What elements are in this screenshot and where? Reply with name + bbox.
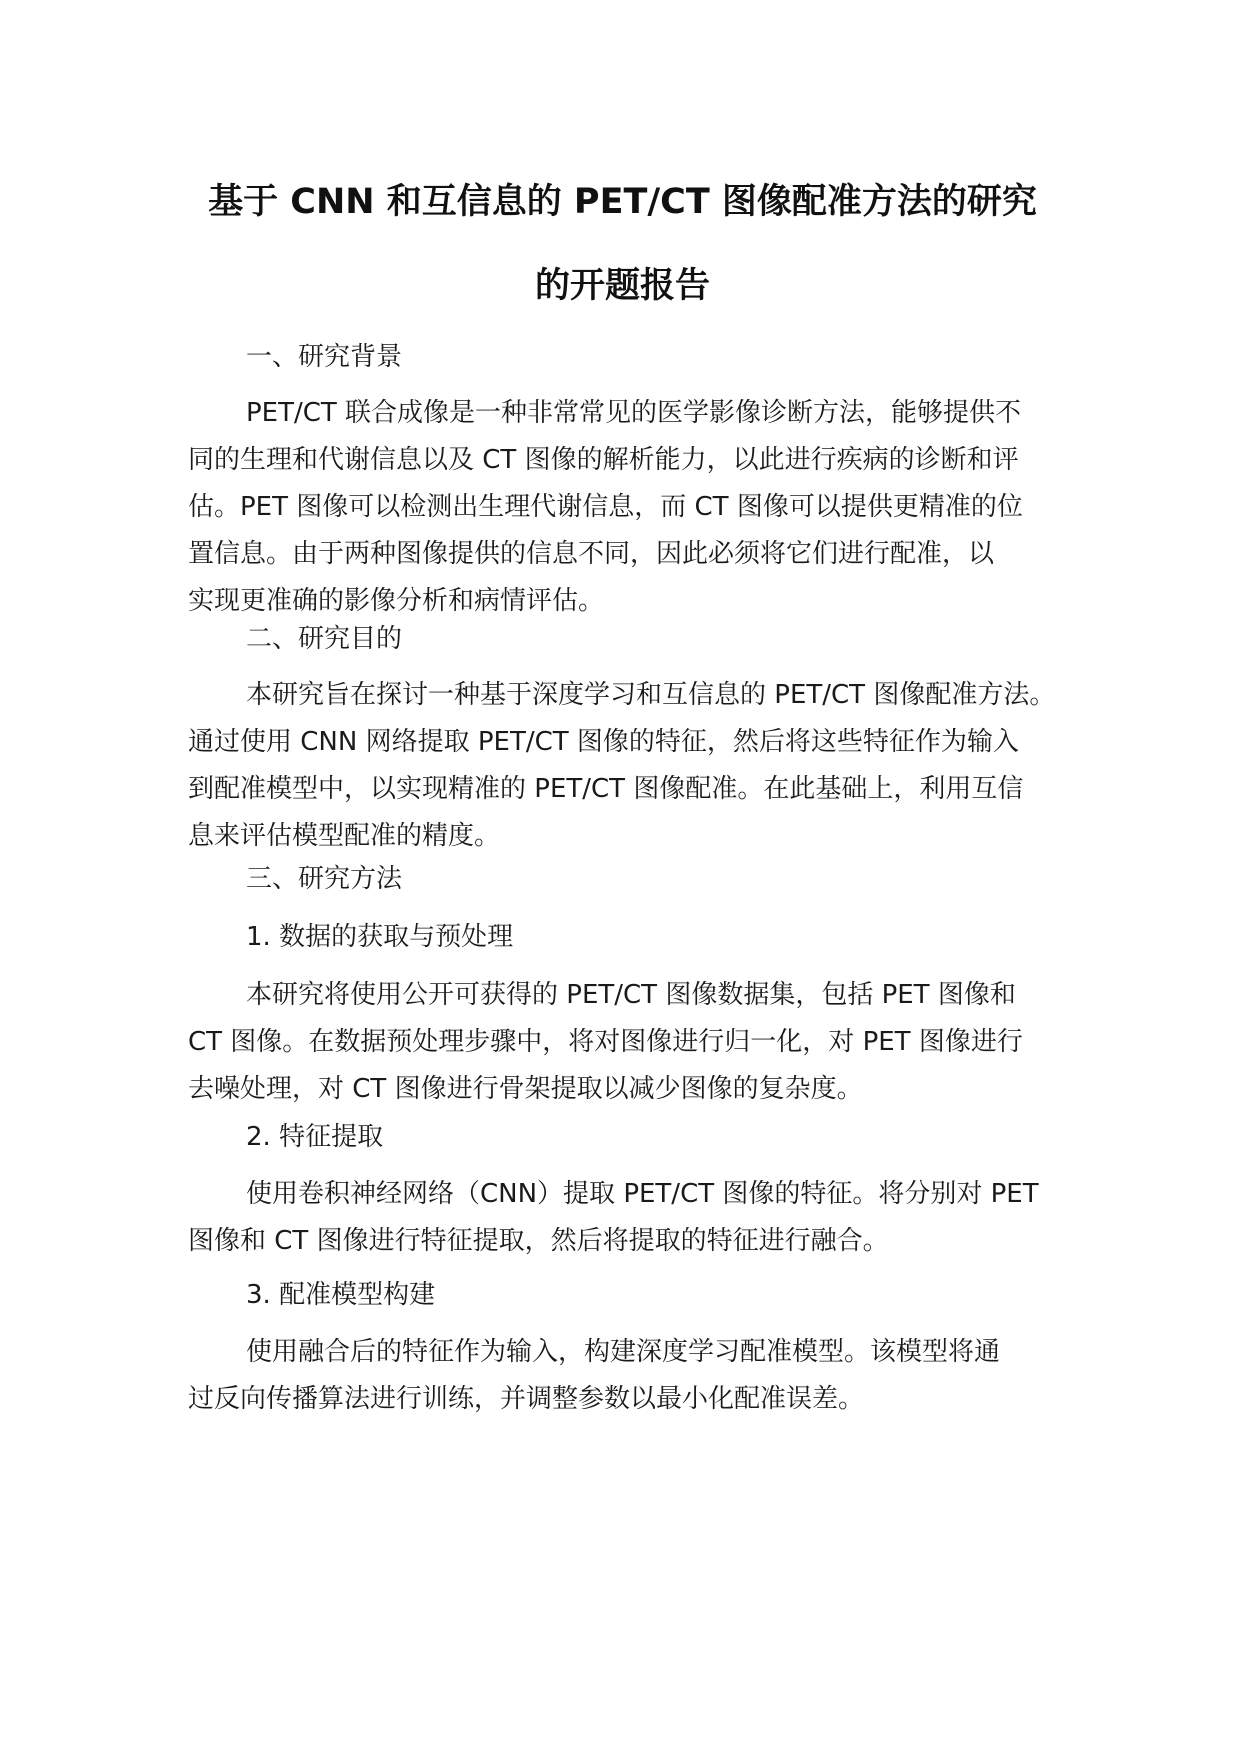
document-title-line-1: 基于 CNN 和互信息的 PET/CT 图像配准方法的研究 xyxy=(208,182,1037,222)
paragraph-line: 通过使用 CNN 网络提取 PET/CT 图像的特征，然后将这些特征作为输入 xyxy=(188,727,1019,757)
paragraph-line: CT 图像。在数据预处理步骤中，将对图像进行归一化，对 PET 图像进行 xyxy=(188,1027,1023,1057)
subsection-heading-features: 2. 特征提取 xyxy=(246,1122,384,1152)
paragraph-line: 同的生理和代谢信息以及 CT 图像的解析能力，以此进行疾病的诊断和评 xyxy=(188,445,1019,475)
paragraph-line: 置信息。由于两种图像提供的信息不同，因此必须将它们进行配准，以 xyxy=(188,539,995,569)
paragraph-line: 过反向传播算法进行训练，并调整参数以最小化配准误差。 xyxy=(188,1384,865,1414)
paragraph-line: 估。PET 图像可以检测出生理代谢信息，而 CT 图像可以提供更精准的位 xyxy=(188,492,1023,522)
paragraph-line: 本研究旨在探讨一种基于深度学习和互信息的 PET/CT 图像配准方法。 xyxy=(246,680,1056,710)
paragraph-line: 到配准模型中，以实现精准的 PET/CT 图像配准。在此基础上，利用互信 xyxy=(188,774,1024,804)
section-heading-methods: 三、研究方法 xyxy=(246,864,403,894)
subsection-heading-model: 3. 配准模型构建 xyxy=(246,1280,436,1310)
section-paragraph-background xyxy=(188,390,1058,625)
subsection-paragraph-model xyxy=(188,1329,1058,1423)
paragraph-line: 图像和 CT 图像进行特征提取，然后将提取的特征进行融合。 xyxy=(188,1226,889,1256)
subsection-heading-data: 1. 数据的获取与预处理 xyxy=(246,922,514,952)
section-heading-purpose: 二、研究目的 xyxy=(246,624,403,654)
document-title-line-2: 的开题报告 xyxy=(534,266,710,306)
subsection-paragraph-features xyxy=(188,1171,1058,1265)
paragraph-line: 使用卷积神经网络（CNN）提取 PET/CT 图像的特征。将分别对 PET xyxy=(246,1179,1039,1209)
paragraph-line: 使用融合后的特征作为输入，构建深度学习配准模型。该模型将通 xyxy=(246,1337,1001,1367)
paragraph-line: 去噪处理，对 CT 图像进行骨架提取以减少图像的复杂度。 xyxy=(188,1074,863,1104)
section-heading-background: 一、研究背景 xyxy=(246,342,403,372)
subsection-paragraph-data xyxy=(188,972,1058,1113)
paragraph-line: 实现更准确的影像分析和病情评估。 xyxy=(188,586,605,616)
paragraph-line: 息来评估模型配准的精度。 xyxy=(188,821,501,851)
paragraph-line: 本研究将使用公开可获得的 PET/CT 图像数据集，包括 PET 图像和 xyxy=(246,980,1016,1010)
section-paragraph-purpose xyxy=(188,672,1058,860)
paragraph-line: PET/CT 联合成像是一种非常常见的医学影像诊断方法，能够提供不 xyxy=(246,398,1022,428)
